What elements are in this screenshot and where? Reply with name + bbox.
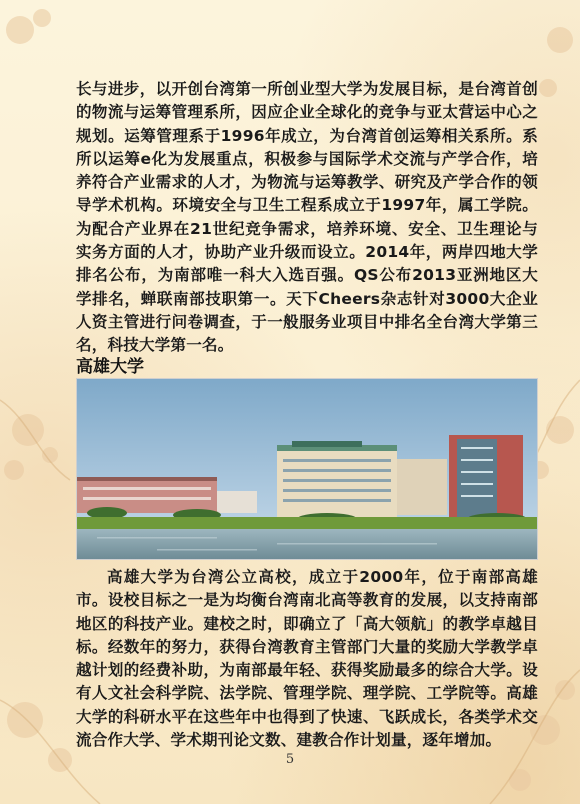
campus-illustration — [77, 379, 537, 559]
campus-photo — [76, 378, 538, 560]
paragraph-2: 高雄大学为台湾公立高校，成立于2000年，位于南部高雄市。设校目标之一是为均衡台湾南北高等教育的发展，以支持南部地区的科技产业。建校之时，即确立了「高大领航」的教学卓越目标。经数年的努力，获得台湾教育主管部门大量的奖励大学教学卓越计划的经费补助，为南部最年轻、获得奖励最多的综合大学。设有人文社会科学院、法学院、管理学院、理学院、工学院等。高雄大学的科研水平在这些年中也得到了快速、飞跃成长，各类学术交流合作大学、学术期刊论文数、建教合作计划量，逐年增加。 — [76, 568, 538, 750]
section-heading: 高雄大学 — [76, 357, 144, 377]
page-number: 5 — [285, 752, 295, 767]
paragraph-1: 长与进步，以开创台湾第一所创业型大学为发展目标，是台湾首创的物流与运筹管理系所，因应企业全球化的竞争与亚太营运中心之规划。运筹管理系于1996年成立，为台湾首创运筹相关系所。系所以运筹e化为发展重点，积极参与国际学术交流与产学合作，培养符合产业需求的人才，为物流与运筹教学、研究及产学合作的领导学术机构。环境安全与卫生工程系成立于1997年，属工学院。为配合产业界在21世纪竞争需求，培养环境、安全、卫生理论与实务方面的人才，协助产业升级而设立。2014年，两岸四地大学排名公布，为南部唯一科大入选百强。QS公布2013亚洲地区大学排名，蝉联南部技职第一。天下Cheers杂志针对3000大企业人资主管进行问卷调查，于一般服务业项目中排名全台湾大学第三名，科技大学第一名。 — [76, 80, 538, 355]
